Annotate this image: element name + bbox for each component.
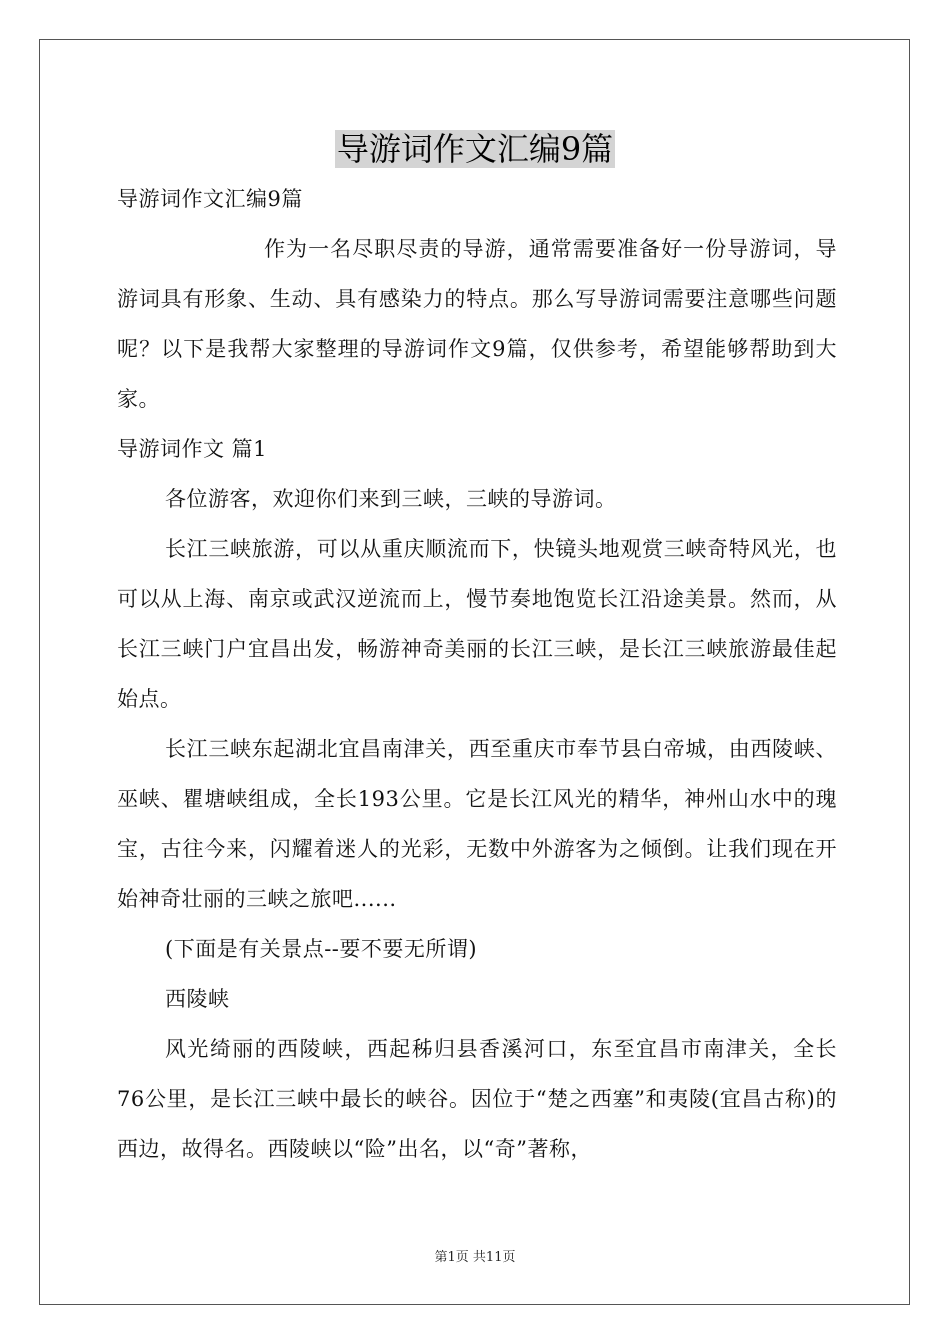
subtitle-paragraph: 导游词作文汇编9篇 bbox=[117, 187, 303, 211]
body-paragraph: (下面是有关景点--要不要无所谓) bbox=[165, 937, 478, 961]
document-title-text: 导游词作文汇编9篇 bbox=[336, 130, 614, 168]
document-body bbox=[117, 174, 837, 1174]
document-title bbox=[0, 124, 950, 174]
subsection-heading: 西陵峡 bbox=[165, 987, 230, 1011]
body-paragraph: 长江三峡旅游，可以从重庆顺流而下，快镜头地观赏三峡奇特风光，也可以从上海、南京或武汉逆流而上，慢节奏地饱览长江沿途美景。然而，从长江三峡门户宜昌出发，畅游神奇美丽的长江三峡，是长江三峡旅游最佳起始点。 bbox=[117, 537, 837, 711]
section-heading: 导游词作文 篇1 bbox=[117, 437, 268, 461]
intro-paragraph: 作为一名尽职尽责的导游，通常需要准备好一份导游词，导游词具有形象、生动、具有感染力的特点。那么写导游词需要注意哪些问题呢？以下是我帮大家整理的导游词作文9篇，仅供参考，希望能够帮助到大家。 bbox=[117, 237, 837, 411]
body-paragraph: 长江三峡东起湖北宜昌南津关，西至重庆市奉节县白帝城，由西陵峡、巫峡、瞿塘峡组成，全长193公里。它是长江风光的精华，神州山水中的瑰宝，古往今来，闪耀着迷人的光彩，无数中外游客为之倾倒。让我们现在开始神奇壮丽的三峡之旅吧...... bbox=[117, 737, 837, 911]
body-paragraph: 风光绮丽的西陵峡，西起秭归县香溪河口，东至宜昌市南津关，全长76公里，是长江三峡中最长的峡谷。因位于“楚之西塞”和夷陵(宜昌古称)的西边，故得名。西陵峡以“险”出名，以“奇”著称， bbox=[117, 1037, 837, 1161]
body-paragraph: 各位游客，欢迎你们来到三峡，三峡的导游词。 bbox=[165, 487, 617, 511]
page-footer: 第1页 共11页 bbox=[434, 1250, 516, 1265]
